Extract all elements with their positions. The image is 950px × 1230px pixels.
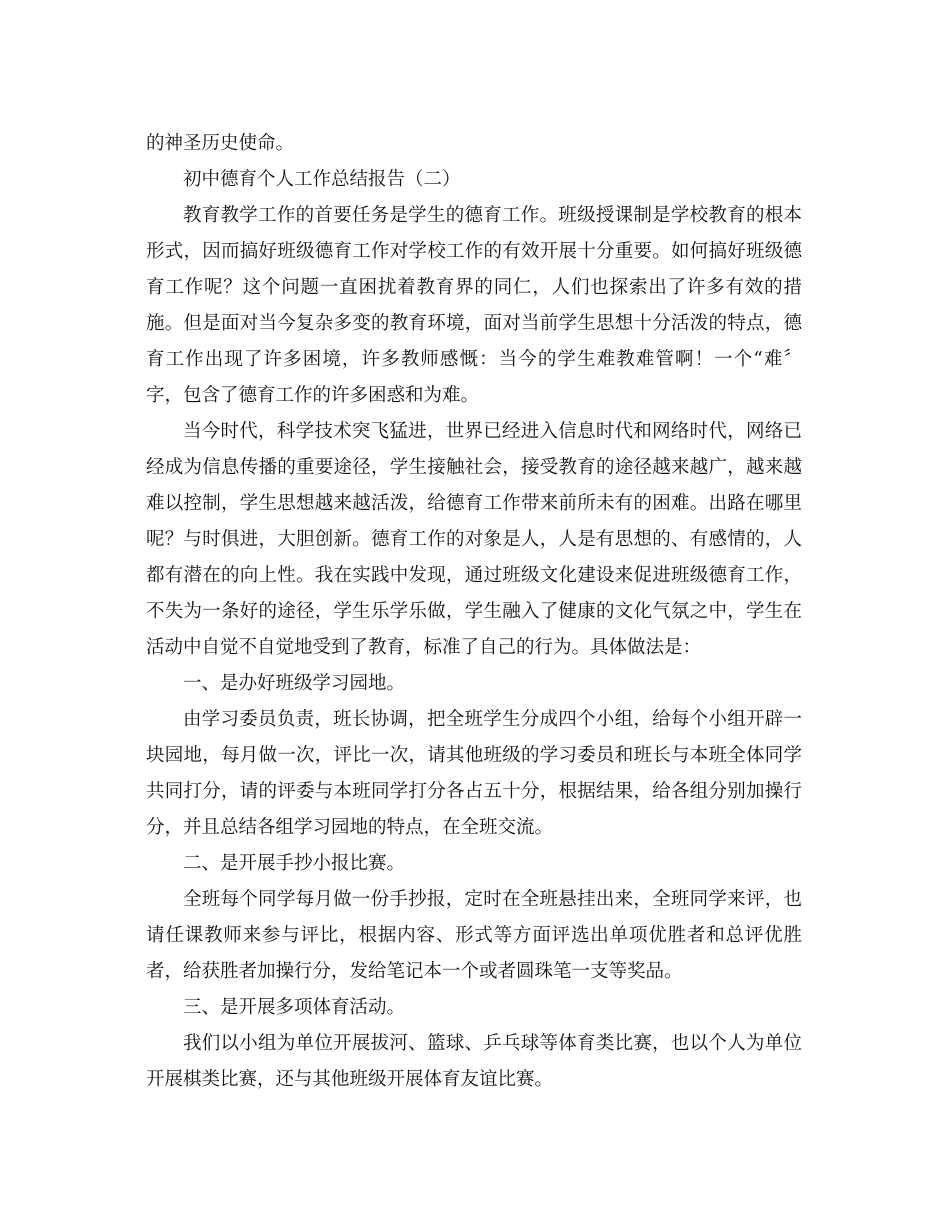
text-line: 教育教学工作的首要任务是学生的德育工作。班级授课制是学校教育的根本 [183, 205, 802, 226]
text-line: 呢？与时俱进，大胆创新。德育工作的对象是人，人是有思想的、有感情的，人 [146, 529, 802, 550]
text-line: 请任课教师来参与评比，根据内容、形式等方面评选出单项优胜者和总评优胜 [146, 925, 802, 946]
text-line: 活动中自觉不自觉地受到了教育，标准了自己的行为。具体做法是： [146, 637, 702, 658]
text-line: 施。但是面对当今复杂多变的教育环境，面对当前学生思想十分活泼的特点，德 [146, 313, 802, 334]
text-line: 的神圣历史使命。 [146, 133, 295, 154]
text-line: 都有潜在的向上性。我在实践中发现，通过班级文化建设来促进班级德育工作， [146, 565, 802, 586]
text-line: 块园地，每月做一次，评比一次，请其他班级的学习委员和班长与本班全体同学 [146, 745, 802, 766]
text-line: 字，包含了德育工作的许多困惑和为难。 [146, 385, 480, 406]
section-heading: 二、是开展手抄小报比赛。 [183, 853, 406, 874]
section-heading: 三、是开展多项体育活动。 [183, 997, 406, 1018]
section-heading: 初中德育个人工作总结报告（二） [183, 169, 461, 190]
text-line: 形式，因而搞好班级德育工作对学校工作的有效开展十分重要。如何搞好班级德 [146, 241, 802, 262]
text-line: 开展棋类比赛，还与其他班级开展体育友谊比赛。 [146, 1069, 554, 1090]
text-line: 不失为一条好的途径，学生乐学乐做，学生融入了健康的文化气氛之中，学生在 [146, 601, 802, 622]
section-heading: 一、是办好班级学习园地。 [183, 673, 406, 694]
text-line: 育工作出现了许多困境，许多教师感慨：当今的学生难教难管啊！一个“难〞 [146, 349, 802, 370]
text-line: 难以控制，学生思想越来越活泼，给德育工作带来前所未有的困难。出路在哪里 [146, 493, 802, 514]
text-line: 分，并且总结各组学习园地的特点，在全班交流。 [146, 817, 554, 838]
text-line: 育工作呢？这个问题一直困扰着教育界的同仁，人们也探索出了许多有效的措 [146, 277, 802, 298]
text-line: 由学习委员负责，班长协调，把全班学生分成四个小组，给每个小组开辟一 [183, 709, 802, 730]
document-body [146, 126, 802, 1098]
text-line: 共同打分，请的评委与本班同学打分各占五十分，根据结果，给各组分别加操行 [146, 781, 802, 802]
text-line: 当今时代，科学技术突飞猛进，世界已经进入信息时代和网络时代，网络已 [183, 421, 802, 442]
text-line: 者，给获胜者加操行分，发给笔记本一个或者圆珠笔一支等奖品。 [146, 961, 683, 982]
text-line: 全班每个同学每月做一份手抄报，定时在全班悬挂出来，全班同学来评，也 [183, 889, 802, 910]
text-line: 我们以小组为单位开展拔河、篮球、乒乓球等体育类比赛，也以个人为单位 [183, 1033, 802, 1054]
text-line: 经成为信息传播的重要途径，学生接触社会，接受教育的途径越来越广，越来越 [146, 457, 802, 478]
